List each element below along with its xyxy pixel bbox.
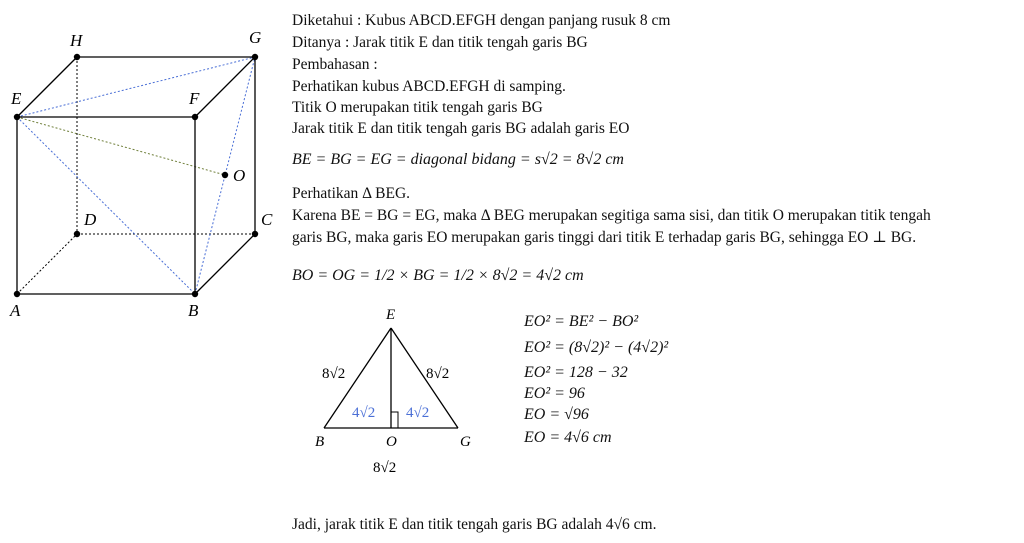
label-F: F — [189, 89, 200, 108]
equation-2: EO² = (8√2)² − (4√2)² — [524, 339, 669, 356]
point-O — [222, 172, 228, 178]
equation-1: EO² = BE² − BO² — [524, 313, 639, 330]
label-E: E — [11, 89, 22, 108]
text-note-triangle: Perhatikan Δ BEG. — [292, 185, 411, 202]
equation-3: EO² = 128 − 32 — [524, 364, 628, 381]
tri-side-left: 8√2 — [322, 366, 346, 382]
tri-label-O: O — [386, 434, 397, 450]
tri-base: 8√2 — [373, 460, 397, 476]
tri-half-left: 4√2 — [352, 405, 376, 421]
label-C: C — [261, 210, 273, 229]
vertex-E — [14, 114, 20, 120]
text-bo-equation: BO = OG = 1/2 × BG = 1/2 × 8√2 = 4√2 cm — [292, 267, 584, 284]
text-conclusion: Jadi, jarak titik E dan titik tengah garis BG adalah 4√6 cm. — [292, 516, 657, 533]
label-B: B — [188, 301, 199, 320]
edge-AD — [17, 234, 77, 294]
edge-EH — [17, 57, 77, 117]
vertex-D — [74, 231, 80, 237]
label-D: D — [84, 210, 97, 229]
vertex-C — [252, 231, 258, 237]
cube-diagram — [0, 0, 290, 330]
equation-4: EO² = 96 — [524, 385, 585, 402]
diag-EG — [17, 57, 255, 117]
text-distance: Jarak titik E dan titik tengah garis BG adalah garis EO — [292, 120, 630, 137]
text-point-o: Titik O merupakan titik tengah garis BG — [292, 99, 543, 116]
text-asked: Ditanya : Jarak titik E dan titik tengah garis BG — [292, 34, 588, 51]
tri-label-G: G — [460, 434, 471, 450]
label-A: A — [10, 301, 21, 320]
edge-BC — [195, 234, 255, 294]
line-EO — [17, 117, 225, 175]
vertex-A — [14, 291, 20, 297]
tri-half-right: 4√2 — [406, 405, 430, 421]
triangle-diagram — [300, 300, 500, 480]
text-note-cube: Perhatikan kubus ABCD.EFGH di samping. — [292, 78, 566, 95]
label-G: G — [249, 28, 262, 47]
equation-5: EO = √96 — [524, 406, 589, 423]
text-reason-line1: Karena BE = BG = EG, maka Δ BEG merupakan segitiga sama sisi, dan titik O merupakan titik tengah — [292, 207, 931, 224]
text-diagonal-equation: BE = BG = EG = diagonal bidang = s√2 = 8√2 cm — [292, 151, 624, 168]
text-given: Diketahui : Kubus ABCD.EFGH dengan panjang rusuk 8 cm — [292, 12, 671, 29]
text-discussion-heading: Pembahasan : — [292, 56, 378, 73]
edge-FG — [195, 57, 255, 117]
vertex-H — [74, 54, 80, 60]
equation-6: EO = 4√6 cm — [524, 429, 612, 446]
tri-label-B: B — [315, 434, 325, 450]
label-O: O — [233, 166, 246, 185]
label-H: H — [70, 31, 83, 50]
text-reason-line2: garis BG, maka garis EO merupakan garis tinggi dari titik E terhadap garis BG, sehingga EO ⊥ BG. — [292, 229, 917, 246]
vertex-F — [192, 114, 198, 120]
tri-label-E: E — [386, 307, 396, 323]
vertex-G — [252, 54, 258, 60]
vertex-B — [192, 291, 198, 297]
tri-side-right: 8√2 — [426, 366, 450, 382]
right-angle-mark — [391, 412, 398, 428]
